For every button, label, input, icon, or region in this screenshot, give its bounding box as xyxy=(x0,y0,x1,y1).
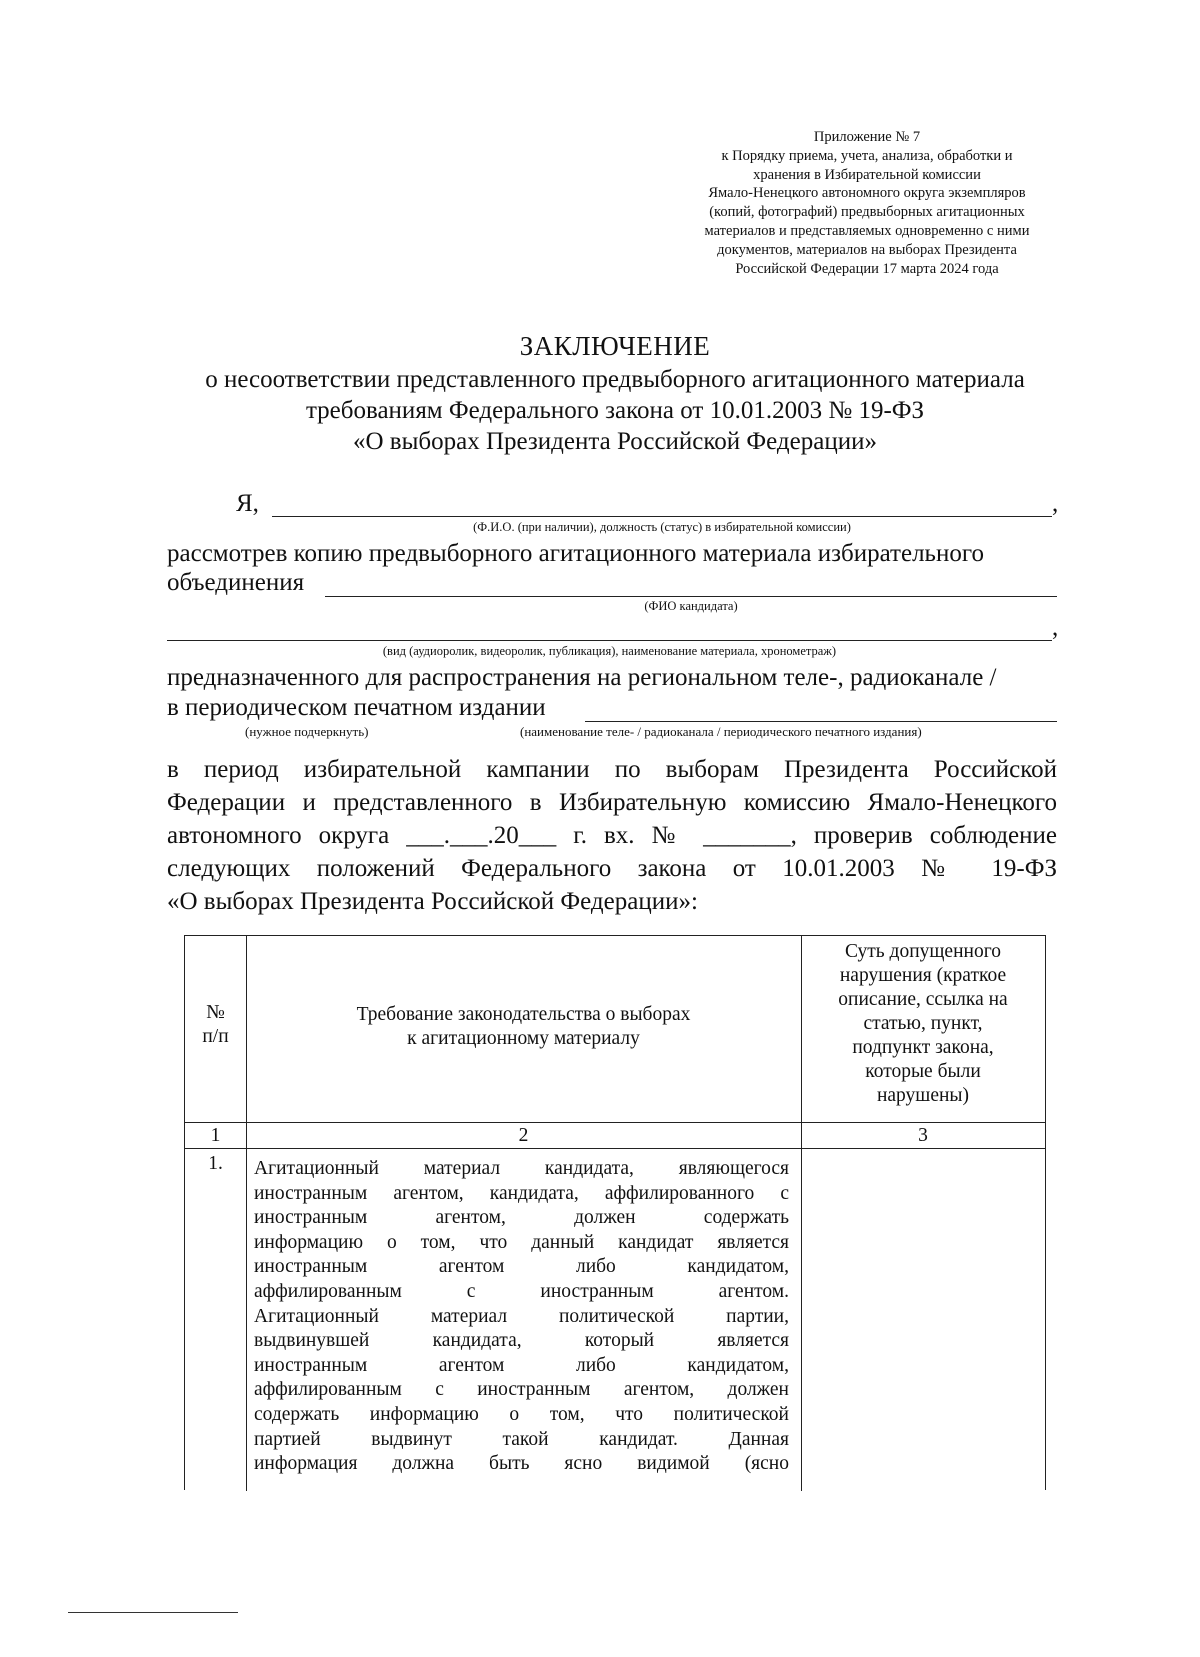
ya-comma: , xyxy=(1052,490,1059,517)
header-requirement-line: к агитационному материалу xyxy=(407,1028,640,1049)
requirement-line: иностранным агентом либо кандидатом, xyxy=(254,1354,789,1376)
document-title xyxy=(150,331,1080,457)
ya-label: Я, xyxy=(236,490,259,517)
requirement-line: партией выдвинут такой кандидат. Данная xyxy=(254,1428,789,1450)
page-title: ЗАКЛЮЧЕНИЕ xyxy=(519,331,711,361)
appendix-header xyxy=(672,128,1062,278)
header-violation-line: которые были xyxy=(865,1061,981,1082)
paragraph-line: «О выборах Президента Российской Федерации»: xyxy=(167,888,698,915)
underline-caption: (нужное подчеркнуть) xyxy=(245,724,369,739)
header-violation-line: статью, пункт, xyxy=(863,1013,983,1034)
requirement-line: Агитационный материал кандидата, являющегося xyxy=(254,1158,789,1179)
appendix-line: материалов и представляемых одновременно с ними xyxy=(704,222,1030,239)
header-violation-line: нарушения (краткое xyxy=(839,965,1007,986)
header-requirement xyxy=(246,1003,801,1051)
reviewed-line: рассмотрев копию предвыборного агитационного материала избирательного xyxy=(167,540,984,567)
candidate-caption: (ФИО кандидата) xyxy=(644,599,738,613)
paragraph-line: следующих положений Федерального закона от 10.01.2003 № 19-ФЗ xyxy=(167,855,1057,882)
appendix-line: Ямало-Ненецкого автономного округа экземпляров xyxy=(708,185,1026,202)
main-paragraph xyxy=(167,753,1057,918)
requirement-line: иностранным агентом, должен содержать xyxy=(254,1207,789,1229)
paragraph-line: Федерации и представленного в Избирательную комиссию Ямало-Ненецкого xyxy=(167,789,1057,816)
association-label: объединения xyxy=(167,569,305,596)
appendix-line: (копий, фотографий) предвыборных агитационных xyxy=(709,204,1025,221)
appendix-line: хранения в Избирательной комиссии xyxy=(753,166,981,183)
appendix-line: к Порядку приема, учета, анализа, обработки и xyxy=(721,147,1013,164)
table-row-divider xyxy=(185,1122,1045,1123)
row-number: 1. xyxy=(208,1153,223,1174)
appendix-line: Приложение № 7 xyxy=(813,129,921,145)
header-violation-line: подпункт закона, xyxy=(852,1037,994,1058)
requirement-line: информацию о том, что данный кандидат является xyxy=(254,1231,789,1253)
requirement-line: аффилированным с иностранным агентом. xyxy=(254,1280,789,1302)
appendix-line: документов, материалов на выборах Президента xyxy=(717,241,1017,258)
requirement-line: информация должна быть ясно видимой (ясно xyxy=(254,1453,789,1475)
header-requirement-line: Требование законодательства о выборах xyxy=(356,1004,691,1025)
requirement-line: аффилированным с иностранным агентом, должен xyxy=(254,1379,789,1401)
table-row-divider xyxy=(185,1148,1045,1149)
material-field[interactable] xyxy=(167,640,1052,641)
header-violation xyxy=(801,940,1045,1108)
column-number: 3 xyxy=(918,1125,928,1146)
requirement-line: иностранным агентом либо кандидатом, xyxy=(254,1256,789,1278)
header-number xyxy=(185,1001,246,1049)
periodical-label: в периодическом печатном издании xyxy=(167,694,546,721)
header-number-line: п/п xyxy=(202,1026,229,1047)
channel-field[interactable] xyxy=(585,721,1057,722)
column-number: 2 xyxy=(518,1125,529,1146)
title-line: о несоответствии представленного предвыборного агитационного материала xyxy=(205,366,1025,393)
candidate-name-field[interactable] xyxy=(325,596,1057,597)
header-violation-line: описание, ссылка на xyxy=(838,989,1008,1010)
header-number-line: № xyxy=(206,1002,225,1023)
intended-line: предназначенного для распространения на региональном теле-, радиоканале / xyxy=(167,664,997,691)
requirement-text xyxy=(254,1157,789,1477)
column-number: 1 xyxy=(210,1125,221,1146)
official-name-field[interactable] xyxy=(272,516,1052,517)
requirement-line: иностранным агентом, кандидата, аффилированного с xyxy=(254,1182,789,1204)
requirement-line: содержать информацию о том, что политической xyxy=(254,1403,789,1425)
paragraph-line: автономного округа ___.___.20___ г. вх. № _______, проверив соблюдение xyxy=(167,822,1057,849)
title-line: «О выборах Президента Российской Федерации» xyxy=(353,428,877,455)
requirement-line: выдвинувшей кандидата, который является xyxy=(254,1330,789,1352)
appendix-line: Российской Федерации 17 марта 2024 года xyxy=(735,260,999,277)
requirement-line: Агитационный материал политической партии, xyxy=(254,1305,789,1327)
footnote-separator xyxy=(68,1612,238,1613)
header-violation-line: Суть допущенного xyxy=(845,941,1001,962)
title-line: требованиям Федерального закона от 10.01.2003 № 19-ФЗ xyxy=(305,397,925,424)
material-comma: , xyxy=(1052,614,1059,641)
material-caption: (вид (аудиоролик, видеоролик, публикация), наименование материала, хронометраж) xyxy=(382,644,837,658)
official-name-caption: (Ф.И.О. (при наличии), должность (статус) в избирательной комиссии) xyxy=(473,520,851,534)
channel-caption: (наименование теле- / радиоканала / периодического печатного издания) xyxy=(520,724,922,739)
paragraph-line: в период избирательной кампании по выборам Президента Российской xyxy=(167,756,1057,783)
header-violation-line: нарушены) xyxy=(876,1085,970,1106)
requirements-table xyxy=(184,935,1046,1490)
